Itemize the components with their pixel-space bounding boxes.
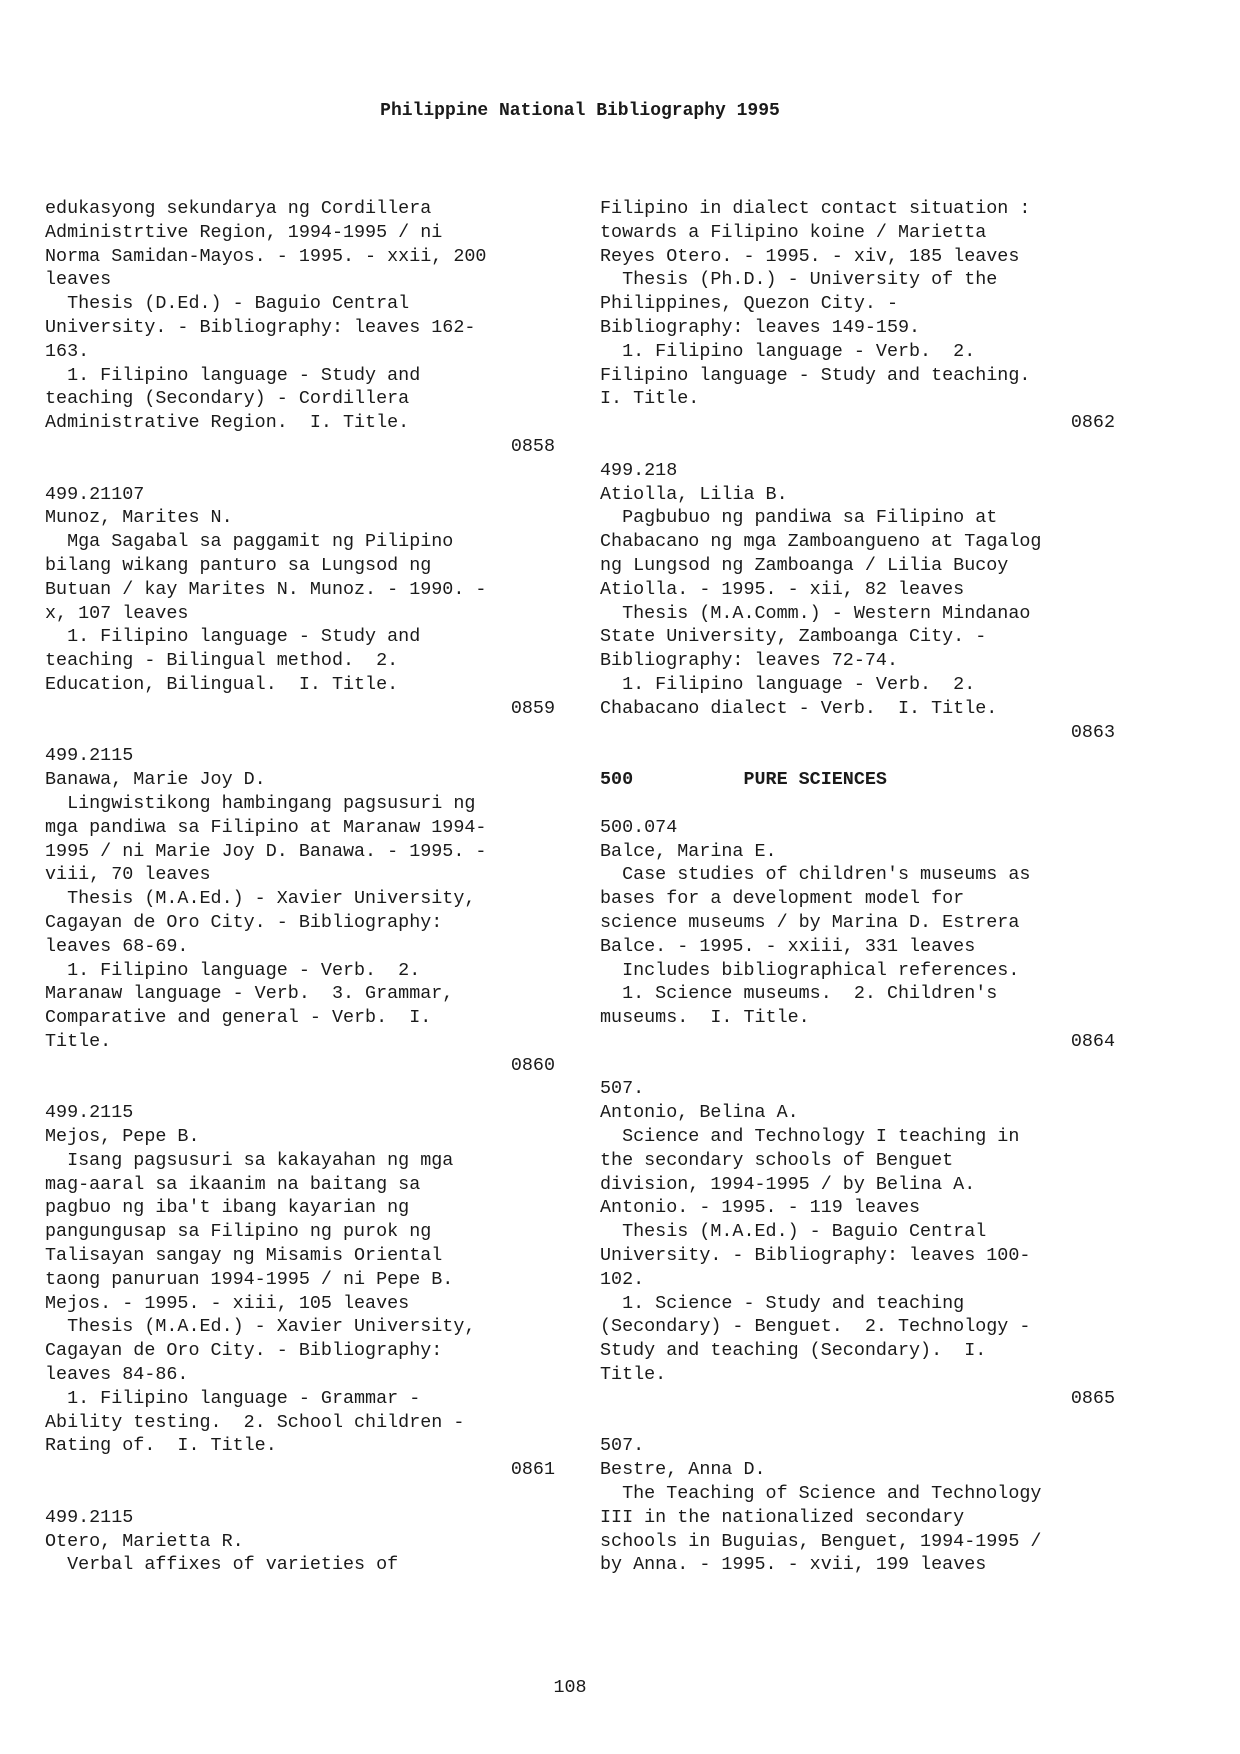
entry-line: 1. Science - Study and teaching bbox=[600, 1292, 965, 1314]
entry-line: bilang wikang panturo sa Lungsod ng bbox=[45, 554, 432, 576]
entry-line: Title. bbox=[45, 1030, 112, 1052]
record-number: 0859 bbox=[510, 697, 555, 719]
entry-line: Ability testing. 2. School children - bbox=[45, 1411, 465, 1433]
entry-line: Includes bibliographical references. bbox=[600, 959, 1020, 981]
entry-line: viii, 70 leaves bbox=[45, 864, 211, 886]
entry-line: 1. Filipino language - Study and bbox=[45, 364, 421, 386]
entry-line: Administrtive Region, 1994-1995 / ni bbox=[45, 221, 443, 243]
entry-line: Balce, Marina E. bbox=[600, 840, 777, 862]
entry-line: III in the nationalized secondary bbox=[600, 1506, 965, 1528]
entry-line: the secondary schools of Benguet bbox=[600, 1149, 954, 1171]
record-number: 0865 bbox=[1070, 1387, 1115, 1409]
entry-line: edukasyong sekundarya ng Cordillera bbox=[45, 198, 432, 219]
entry-line: Munoz, Marites N. bbox=[45, 507, 233, 529]
entry-line: Chabacano ng mga Zamboangueno at Tagalog bbox=[600, 531, 1042, 553]
entry-line: by Anna. - 1995. - xvii, 199 leaves bbox=[600, 1554, 987, 1576]
entry-line: Thesis (M.A.Ed.) - Baguio Central bbox=[600, 1221, 987, 1243]
entry-line: ng Lungsod ng Zamboanga / Lilia Bucoy bbox=[600, 554, 1009, 576]
right-column bbox=[600, 197, 1115, 1577]
entry-line: 499.2115 bbox=[45, 745, 134, 767]
entry-line: 102. bbox=[600, 1268, 645, 1290]
entry-line: I. Title. bbox=[600, 388, 700, 410]
entry-line: x, 107 leaves bbox=[45, 602, 189, 624]
entry-line: mga pandiwa sa Filipino at Maranaw 1994- bbox=[45, 816, 487, 838]
blank-line bbox=[600, 1411, 1115, 1435]
record-number: 0861 bbox=[510, 1459, 555, 1481]
blank-line bbox=[45, 721, 555, 745]
entry-line: Otero, Marietta R. bbox=[45, 1530, 244, 1552]
entry-line: 499.2115 bbox=[45, 1506, 134, 1528]
entry-line: Comparative and general - Verb. I. bbox=[45, 1007, 432, 1029]
entry-line: State University, Zamboanga City. - bbox=[600, 626, 987, 648]
entry-line: Maranaw language - Verb. 3. Grammar, bbox=[45, 983, 454, 1005]
record-number: 0858 bbox=[510, 435, 555, 457]
record-number: 0862 bbox=[1070, 412, 1115, 434]
entry-line: Butuan / kay Marites N. Munoz. - 1990. - bbox=[45, 578, 487, 600]
left-column bbox=[45, 197, 555, 1577]
entry-line: Bibliography: leaves 149-159. bbox=[600, 316, 921, 338]
record-number: 0863 bbox=[1070, 721, 1115, 743]
entry-line: 507. bbox=[600, 1435, 645, 1457]
entry-line: Mga Sagabal sa paggamit ng Pilipino bbox=[45, 531, 454, 553]
entry-line: Reyes Otero. - 1995. - xiv, 185 leaves bbox=[600, 245, 1020, 267]
entry-line: Thesis (M.A.Comm.) - Western Mindanao bbox=[600, 602, 1031, 624]
blank-line bbox=[45, 459, 555, 483]
entry-line: Filipino in dialect contact situation : bbox=[600, 198, 1031, 219]
entry-line: Thesis (M.A.Ed.) - Xavier University, bbox=[45, 1316, 476, 1338]
entry-line: Antonio, Belina A. bbox=[600, 1102, 799, 1124]
entry-line: Title. bbox=[600, 1364, 667, 1386]
page-header: Philippine National Bibliography 1995 bbox=[380, 101, 780, 121]
entry-line: (Secondary) - Benguet. 2. Technology - bbox=[600, 1316, 1031, 1338]
entry-line: 163. bbox=[45, 340, 90, 362]
entry-line: division, 1994-1995 / by Belina A. bbox=[600, 1173, 976, 1195]
entry-line: 507. bbox=[600, 1078, 645, 1100]
entry-line: Mejos, Pepe B. bbox=[45, 1126, 200, 1148]
entry-line: Education, Bilingual. I. Title. bbox=[45, 673, 399, 695]
entry-line: Verbal affixes of varieties of bbox=[45, 1554, 399, 1576]
blank-line bbox=[600, 1054, 1115, 1078]
entry-line: Cagayan de Oro City. - Bibliography: bbox=[45, 1340, 443, 1362]
entry-line: Philippines, Quezon City. - bbox=[600, 293, 898, 315]
entry-line: Chabacano dialect - Verb. I. Title. bbox=[600, 697, 998, 719]
record-number: 0864 bbox=[1070, 1030, 1115, 1052]
entry-line: bases for a development model for bbox=[600, 888, 965, 910]
record-number: 0860 bbox=[510, 1054, 555, 1076]
entry-line: University. - Bibliography: leaves 100- bbox=[600, 1245, 1031, 1267]
entry-line: Thesis (Ph.D.) - University of the bbox=[600, 269, 998, 291]
entry-line: 1. Filipino language - Study and bbox=[45, 626, 421, 648]
entry-line: leaves 68-69. bbox=[45, 935, 189, 957]
entry-line: Filipino language - Study and teaching. bbox=[600, 364, 1031, 386]
entry-line: taong panuruan 1994-1995 / ni Pepe B. bbox=[45, 1268, 454, 1290]
entry-line: Thesis (D.Ed.) - Baguio Central bbox=[45, 293, 410, 315]
entry-line: Science and Technology I teaching in bbox=[600, 1126, 1020, 1148]
entry-line: 499.218 bbox=[600, 459, 678, 481]
entry-line: Balce. - 1995. - xxiii, 331 leaves bbox=[600, 935, 976, 957]
entry-line: 499.2115 bbox=[45, 1102, 134, 1124]
entry-line: Bestre, Anna D. bbox=[600, 1459, 766, 1481]
entry-line: Banawa, Marie Joy D. bbox=[45, 769, 266, 791]
entry-line: 1995 / ni Marie Joy D. Banawa. - 1995. - bbox=[45, 840, 487, 862]
entry-line: Study and teaching (Secondary). I. bbox=[600, 1340, 987, 1362]
entry-line: Antonio. - 1995. - 119 leaves bbox=[600, 1197, 921, 1219]
entry-line: Atiolla, Lilia B. bbox=[600, 483, 788, 505]
entry-line: towards a Filipino koine / Marietta bbox=[600, 221, 987, 243]
blank-line bbox=[600, 792, 1115, 816]
entry-line: University. - Bibliography: leaves 162- bbox=[45, 316, 476, 338]
entry-line: leaves bbox=[45, 269, 112, 291]
blank-line bbox=[600, 435, 1115, 459]
entry-line: 1. Filipino language - Grammar - bbox=[45, 1387, 421, 1409]
entry-line: Case studies of children's museums as bbox=[600, 864, 1031, 886]
entry-line: Talisayan sangay ng Misamis Oriental bbox=[45, 1245, 443, 1267]
entry-line: 1. Filipino language - Verb. 2. bbox=[600, 673, 976, 695]
entry-line: Lingwistikong hambingang pagsusuri ng bbox=[45, 792, 476, 814]
entry-line: Bibliography: leaves 72-74. bbox=[600, 650, 898, 672]
entry-line: 1. Filipino language - Verb. 2. bbox=[600, 340, 976, 362]
entry-line: The Teaching of Science and Technology bbox=[600, 1483, 1042, 1505]
entry-line: Isang pagsusuri sa kakayahan ng mga bbox=[45, 1149, 454, 1171]
page-number: 108 bbox=[553, 1677, 587, 1698]
entry-line: pagbuo ng iba't ibang kayarian ng bbox=[45, 1197, 410, 1219]
entry-line: science museums / by Marina D. Estrera bbox=[600, 911, 1020, 933]
entry-line: leaves 84-86. bbox=[45, 1364, 189, 1386]
entry-line: 1. Science museums. 2. Children's bbox=[600, 983, 998, 1005]
entry-line: Norma Samidan-Mayos. - 1995. - xxii, 200 bbox=[45, 245, 487, 267]
section-heading: 500 PURE SCIENCES bbox=[600, 769, 887, 791]
entry-line: Mejos. - 1995. - xiii, 105 leaves bbox=[45, 1292, 410, 1314]
blank-line bbox=[600, 744, 1115, 768]
entry-line: pangungusap sa Filipino ng purok ng bbox=[45, 1221, 432, 1243]
entry-line: teaching (Secondary) - Cordillera bbox=[45, 388, 410, 410]
entry-line: schools in Buguias, Benguet, 1994-1995 / bbox=[600, 1530, 1042, 1552]
entry-line: Administrative Region. I. Title. bbox=[45, 412, 410, 434]
entry-line: Atiolla. - 1995. - xii, 82 leaves bbox=[600, 578, 965, 600]
entry-line: Cagayan de Oro City. - Bibliography: bbox=[45, 911, 443, 933]
entry-line: teaching - Bilingual method. 2. bbox=[45, 650, 399, 672]
entry-line: 1. Filipino language - Verb. 2. bbox=[45, 959, 421, 981]
entry-line: museums. I. Title. bbox=[600, 1007, 810, 1029]
entry-line: Pagbubuo ng pandiwa sa Filipino at bbox=[600, 507, 998, 529]
blank-line bbox=[45, 1482, 555, 1506]
entry-line: 500.074 bbox=[600, 816, 678, 838]
entry-line: mag-aaral sa ikaanim na baitang sa bbox=[45, 1173, 421, 1195]
entry-line: Thesis (M.A.Ed.) - Xavier University, bbox=[45, 888, 476, 910]
entry-line: Rating of. I. Title. bbox=[45, 1435, 277, 1457]
blank-line bbox=[45, 1077, 555, 1101]
entry-line: 499.21107 bbox=[45, 483, 145, 505]
